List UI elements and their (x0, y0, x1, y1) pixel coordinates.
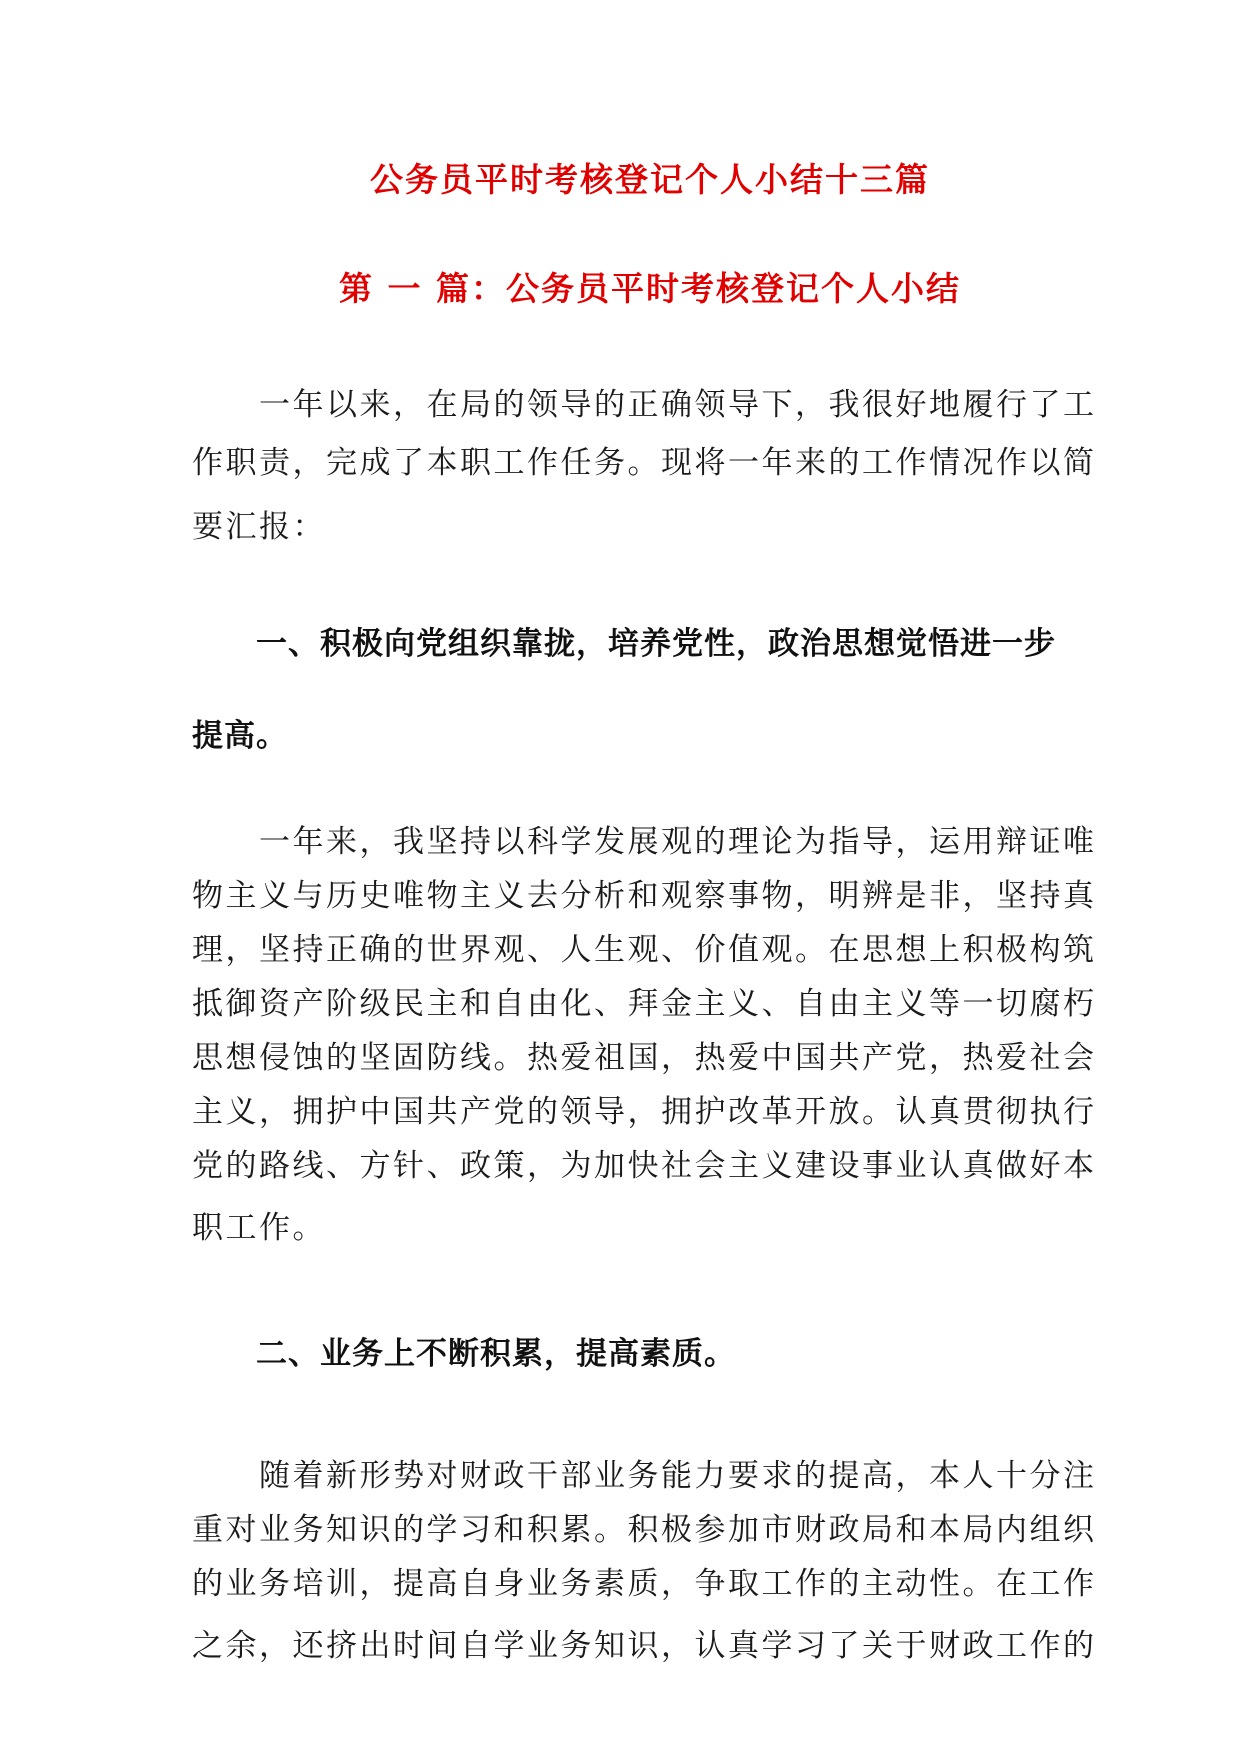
text-line: 重对业务知识的学习和积累。积极参加市财政局和本局内组织 (192, 1512, 1097, 1548)
text-line: 抵御资产阶级民主和自由化、拜金主义、自由主义等一切腐朽 (192, 986, 1097, 1022)
text-line: 作职责，完成了本职工作任务。现将一年来的工作情况作以简 (192, 445, 1097, 481)
heading-line: 二、业务上不断积累，提高素质。 (192, 1336, 736, 1372)
text-line: 主义，拥护中国共产党的领导，拥护改革开放。认真贯彻执行 (192, 1094, 1097, 1130)
text-line: 思想侵蚀的坚固防线。热爱祖国，热爱中国共产党，热爱社会 (192, 1040, 1097, 1076)
section-heading-2 (192, 1327, 1052, 1381)
section-1-paragraph (192, 815, 1097, 1255)
text-line: 一年来，我坚持以科学发展观的理论为指导，运用辩证唯 (192, 824, 1097, 860)
text-line: 随着新形势对财政干部业务能力要求的提高，本人十分注 (192, 1458, 1097, 1494)
text-line: 要汇报： (192, 509, 326, 545)
document-title: 公务员平时考核登记个人小结十三篇 (370, 160, 930, 199)
intro-paragraph (192, 378, 1097, 554)
text-line: 理，坚持正确的世界观、人生观、价值观。在思想上积极构筑 (192, 932, 1097, 968)
text-line: 的业务培训，提高自身业务素质，争取工作的主动性。在工作 (192, 1566, 1097, 1602)
section-2-paragraph (192, 1449, 1097, 1673)
section-heading-1 (192, 617, 1056, 763)
heading-line: 一、积极向党组织靠拢，培养党性，政治思想觉悟进一步 (192, 626, 1056, 662)
text-line: 一年以来，在局的领导的正确领导下，我很好地履行了工 (192, 387, 1097, 423)
text-line: 职工作。 (192, 1210, 326, 1246)
text-line: 之余，还挤出时间自学业务知识，认真学习了关于财政工作的 (192, 1628, 1097, 1664)
chapter-title: 第 一 篇：公务员平时考核登记个人小结 (339, 269, 961, 308)
text-line: 党的路线、方针、政策，为加快社会主义建设事业认真做好本 (192, 1148, 1097, 1184)
heading-line: 提高。 (192, 718, 288, 754)
text-line: 物主义与历史唯物主义去分析和观察事物，明辨是非，坚持真 (192, 878, 1097, 914)
